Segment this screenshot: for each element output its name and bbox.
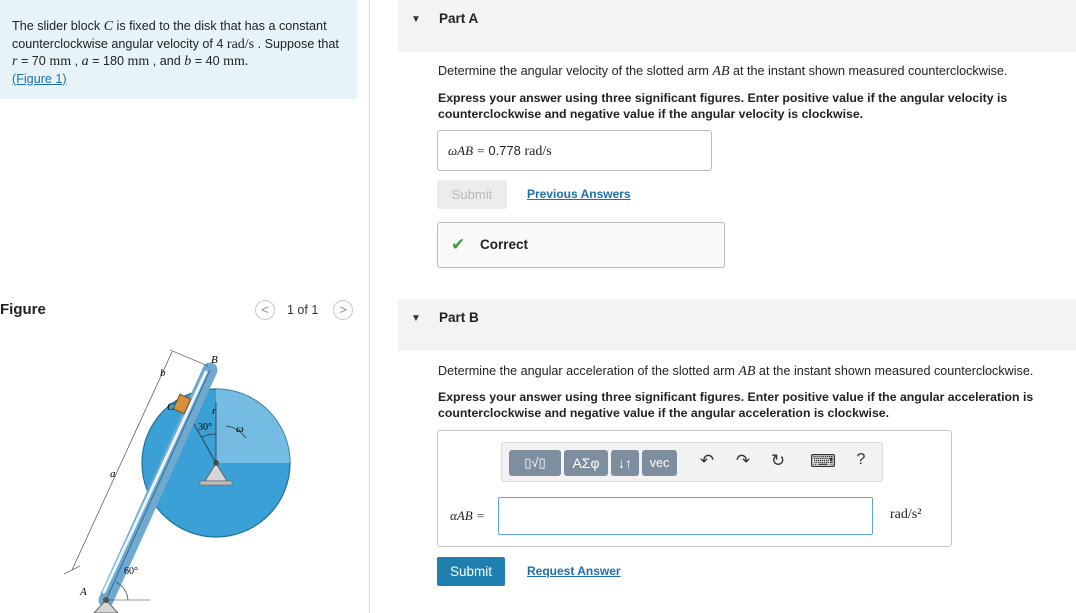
part-b-label: Part B xyxy=(439,310,479,325)
label-a: a xyxy=(110,468,116,480)
alpha-ab-unit: rad/s² xyxy=(890,507,922,522)
sep: , xyxy=(71,54,82,68)
var-ab: AB xyxy=(738,364,756,379)
label-omega: ω xyxy=(236,423,244,435)
part-a-submit-button[interactable]: Submit xyxy=(437,180,507,209)
part-b-header[interactable] xyxy=(398,299,1076,351)
part-b-submit-button[interactable]: Submit xyxy=(437,557,505,586)
var-a: a xyxy=(81,54,89,69)
unit-mm: mm. xyxy=(223,54,249,69)
help-icon[interactable]: ? xyxy=(856,451,866,468)
figure-title: Figure xyxy=(0,301,46,318)
label-A: A xyxy=(80,586,87,598)
subscript-superscript-button[interactable]: ↓↑ xyxy=(611,450,639,476)
problem-statement xyxy=(0,0,357,99)
right-panel xyxy=(398,0,1076,613)
label-30deg: 30° xyxy=(198,422,212,433)
question-text: at the instant shown measured counterclockwise. xyxy=(755,364,1034,378)
part-a-label: Part A xyxy=(439,11,479,26)
answer-line xyxy=(448,143,552,160)
sep: , and xyxy=(149,54,185,68)
collapse-triangle-icon[interactable]: ▼ xyxy=(411,14,421,25)
greek-symbols-button[interactable]: ΑΣφ xyxy=(564,450,608,476)
eq-a: = 180 xyxy=(88,54,128,68)
omega-ab-value: 0.778 xyxy=(488,143,521,158)
problem-text: . Suppose that xyxy=(254,36,339,51)
feedback-box xyxy=(437,222,725,268)
label-B: B xyxy=(211,354,218,366)
problem-text: is fixed to the disk that has a constant counterclockwise angular velocity of 4 xyxy=(12,19,327,51)
unit-rad-s: rad/s xyxy=(226,36,255,52)
unit-mm: mm xyxy=(49,54,72,69)
part-b-answer-box xyxy=(437,430,952,547)
part-a-answer-box xyxy=(437,130,712,171)
unit-mm: mm xyxy=(127,54,150,69)
feedback-text: Correct xyxy=(480,237,529,252)
omega-ab-label: ωAB = xyxy=(448,143,489,158)
label-C: C xyxy=(167,401,175,413)
next-figure-button[interactable]: > xyxy=(333,300,353,320)
label-r: r xyxy=(212,405,217,417)
var-ab: AB xyxy=(712,64,730,79)
figure-link[interactable]: (Figure 1) xyxy=(12,71,67,86)
label-60deg: 60° xyxy=(124,566,138,577)
checkmark-icon: ✔ xyxy=(451,235,466,254)
request-answer-link[interactable]: Request Answer xyxy=(527,564,621,578)
part-a-instruction: Express your answer using three significant figures. Enter positive value if the angular velocity is counterclockwise and negative value if the angular velocity is clockwise. xyxy=(438,91,1008,121)
question-text: Determine the angular velocity of the slotted arm xyxy=(438,64,713,78)
templates-button[interactable]: ▯√▯ xyxy=(509,450,561,476)
keyboard-icon[interactable]: ⌨ xyxy=(810,451,836,471)
var-c: C xyxy=(103,19,114,34)
left-panel xyxy=(0,0,370,613)
mechanism-figure xyxy=(0,330,370,613)
redo-icon[interactable]: ↷ xyxy=(735,451,751,470)
vector-button[interactable]: vec xyxy=(642,450,677,476)
question-text: at the instant shown measured counterclockwise. xyxy=(729,64,1008,78)
eq-r: = 70 xyxy=(17,54,50,68)
figure-header xyxy=(0,296,370,330)
eq-b: = 40 xyxy=(191,54,224,68)
omega-ab-unit: rad/s xyxy=(524,144,552,159)
collapse-triangle-icon[interactable]: ▼ xyxy=(411,313,421,324)
alpha-ab-label: αAB = xyxy=(450,508,485,523)
part-a-question xyxy=(438,64,1007,80)
dim-b-line xyxy=(170,350,208,366)
part-b-question xyxy=(438,364,1033,380)
problem-text: The slider block xyxy=(12,19,104,33)
part-a-header[interactable] xyxy=(398,0,1076,52)
var-b: b xyxy=(184,54,192,69)
undo-icon[interactable]: ↶ xyxy=(699,451,715,470)
var-r: r xyxy=(12,54,18,69)
part-b-instruction: Express your answer using three significant figures. Enter positive value if the angular acceleration is counterclockwise and negative value if the angular acceleration is clockwise. xyxy=(438,390,1034,420)
reset-icon[interactable]: ↻ xyxy=(770,451,786,470)
previous-answers-link[interactable]: Previous Answers xyxy=(527,187,631,201)
question-text: Determine the angular acceleration of the slotted arm xyxy=(438,364,739,378)
label-b: b xyxy=(160,367,166,379)
prev-figure-button[interactable]: < xyxy=(255,300,275,320)
alpha-ab-input[interactable] xyxy=(498,497,873,535)
math-toolbar xyxy=(501,442,883,482)
pager-label: 1 of 1 xyxy=(287,303,319,317)
